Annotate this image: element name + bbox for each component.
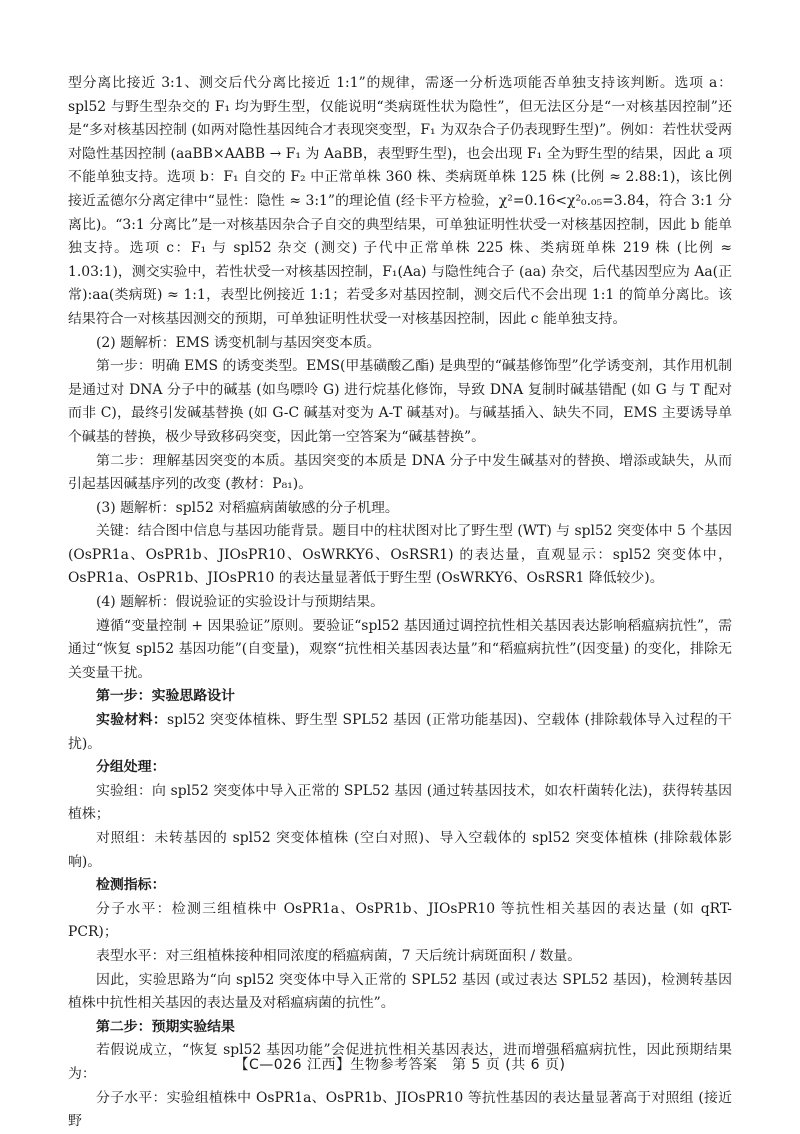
paragraph: 关键：结合图中信息与基因功能背景。题目中的柱状图对比了野生型 (WT) 与 spl52 突变体中 5 个基因 (OsPR1a、OsPR1b、JIOsPR10、OsWRKY6、OsRSR1) 的表达量，直观显示：spl52 突变体中，OsPR1a、OsPR1b、JIOsPR10 的表达量显著低于野生型 (OsWRKY6、OsRSR1 降低较少)。 [68,523,732,587]
paragraph: (2) 题解析：EMS 诱变机制与基因突变本质。 [96,334,381,351]
paragraph: 第一步：明确 EMS 的诱变类型。EMS(甲基磺酸乙酯) 是典型的“碱基修饰型”化学诱变剂，其作用机制是通过对 DNA 分子中的碱基 (如鸟嘌呤 G) 进行烷基化修饰，导致 DNA 复制时碱基错配 (如 G 与 T 配对而非 C)，最终引发碱基替换 (如 G-C 碱基对变为 A-T 碱基对)。与碱基插入、缺失不同，EMS 主要诱导单个碱基的替换，极少导致移码突变，因此第一空答案为“碱基替换”。 [68,358,732,445]
answer-body [68,72,732,1134]
paragraph: 第二步：预期实验结果 [96,1018,235,1035]
paragraph: (4) 题解析：假说验证的实验设计与预期结果。 [96,594,385,611]
paragraph: (3) 题解析：spl52 对稻瘟病菌敏感的分子机理。 [96,499,399,516]
paragraph: 检测指标： [96,877,166,894]
paragraph: 分子水平：检测三组植株中 OsPR1a、OsPR1b、JIOsPR10 等抗性相关基因的表达量 (如 qRT-PCR)； [68,900,732,941]
paragraph: 分组处理： [96,759,166,776]
paragraph: 型分离比接近 3:1、测交后代分离比接近 1:1”的规律，需逐一分析选项能否单独支持该判断。选项 a：spl52 与野生型杂交的 F₁ 均为野生型，仅能说明“类病斑性状为隐性”，但无法区分是“一对核基因控制”还是“多对核基因控制 (如两对隐性基因纯合才表现突变型，F₁ 为双杂合子仍表现野生型)”。例如：若性状受两对隐性基因控制 (aaBB×AABB → F₁ 为 AaBB，表型野生型)，也会出现 F₁ 全为野生型的结果，因此 a 项不能单独支持。选项 b：F₁ 自交的 F₂ 中正常单株 360 株、类病斑单株 125 株 (比例 ≈ 2.88:1)，该比例接近孟德尔分离定律中“显性：隐性 ≈ 3:1”的理论值 (经卡平方检验，χ²=0.16<χ²₀.₀₅=3.84，符合 3:1 分离比)。“3:1 分离比”是一对核基因杂合子自交的典型结果，可单独证明性状受一对核基因控制，因此 b 能单独支持。选项 c：F₁ 与 spl52 杂交 (测交) 子代中正常单株 225 株、类病斑单株 219 株 (比例 ≈ 1.03:1)，测交实验中，若性状受一对核基因控制，F₁(Aa) 与隐性纯合子 (aa) 杂交，后代基因型应为 Aa(正常):aa(类病斑) ≈ 1:1，表型比例接近 1:1；若受多对基因控制，测交后代不会出现 1:1 的简单分离比。该结果符合一对核基因测交的预期，可单独证明性状受一对核基因控制，因此 c 能单独支持。 [68,75,732,327]
paragraph-bold-lead: 实验材料： [96,712,168,729]
paragraph: 实验组：向 spl52 突变体中导入正常的 SPL52 基因 (通过转基因技术，如农杆菌转化法)，获得转基因植株； [68,782,732,823]
paragraph-text: spl52 突变体植株、野生型 SPL52 基因 (正常功能基因)、空载体 (排除载体导入过程的干扰)。 [68,712,732,752]
paragraph: 表型水平：对三组植株接种相同浓度的稻瘟病菌，7 天后统计病斑面积 / 数量。 [96,947,582,964]
paragraph: 分子水平：实验组植株中 OsPR1a、OsPR1b、JIOsPR10 等抗性基因的表达量显著高于对照组 (接近野 [68,1089,732,1130]
paragraph: 因此，实验思路为“向 spl52 突变体中导入正常的 SPL52 基因 (或过表达 SPL52 基因)，检测转基因植株中抗性相关基因的表达量及对稻瘟病菌的抗性”。 [68,971,732,1012]
paragraph: 第一步：实验思路设计 [96,688,235,705]
paragraph: 第二步：理解基因突变的本质。基因突变的本质是 DNA 分子中发生碱基对的替换、增添或缺失，从而引起基因碱基序列的改变 (教材：P₈₁)。 [68,452,732,493]
paragraph: 若假说成立，“恢复 spl52 基因功能”会促进抗性相关基因表达，进而增强稻瘟病抗性，因此预期结果为： [68,1042,732,1082]
page-footer: 【C—026 江西】生物参考答案 第 5 页 (共 6 页) [234,1057,566,1073]
paragraph [68,709,732,756]
paragraph: 对照组：未转基因的 spl52 突变体植株 (空白对照)、导入空载体的 spl52 突变体植株 (排除载体影响)。 [68,830,732,870]
paragraph: 遵循“变量控制 + 因果验证”原则。要验证“spl52 基因通过调控抗性相关基因表达影响稻瘟病抗性”，需通过“恢复 spl52 基因功能”(自变量)，观察“抗性相关基因表达量”和“稻瘟病抗性”(因变量) 的变化，排除无关变量干扰。 [68,617,732,681]
